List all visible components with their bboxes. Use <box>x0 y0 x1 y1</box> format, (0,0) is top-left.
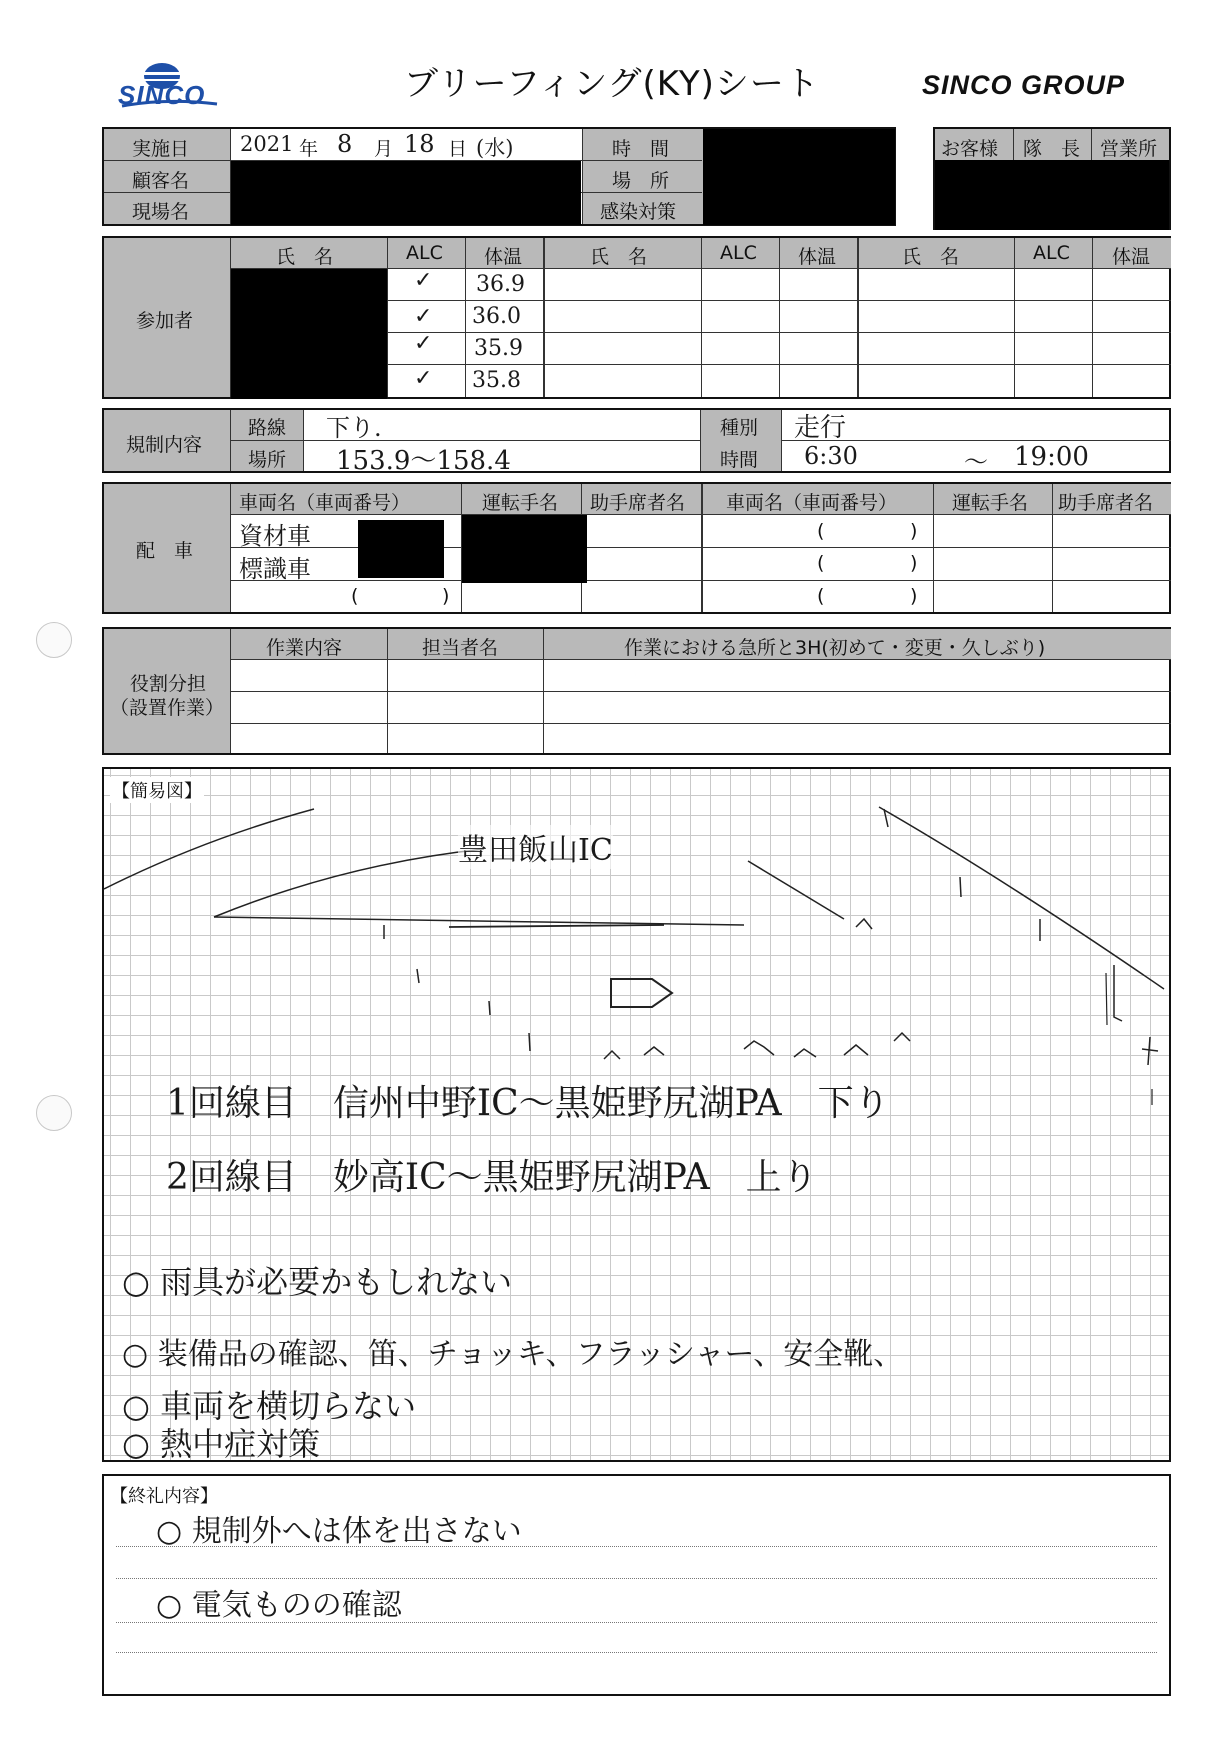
punch-hole-top <box>36 622 72 658</box>
route-line-1: 1回線目 信州中野IC～黒姫野尻湖PA 下り <box>166 1083 890 1124</box>
sketch-label: 【簡易図】 <box>110 777 204 803</box>
customer-label: 顧客名 <box>132 170 190 192</box>
vehicle-1-name: 資材車 <box>239 522 311 550</box>
type-label: 種別 <box>720 417 759 439</box>
col-hazard: 作業における急所と3H(初めて・変更・久しぶり) <box>624 637 1046 659</box>
closing-label: 【終礼内容】 <box>110 1486 218 1507</box>
paren-open-r3: ( <box>351 585 359 607</box>
paren-open-right-1: ( <box>817 520 825 542</box>
col-driver-2: 運転手名 <box>952 492 1029 514</box>
punch-hole-bottom <box>36 1095 72 1131</box>
col-temp-1: 体温 <box>484 246 523 268</box>
info-box <box>102 127 896 226</box>
month-unit: 月 <box>374 138 394 160</box>
route-label: 路線 <box>248 417 287 439</box>
approval-box <box>933 127 1171 230</box>
date-label: 実施日 <box>132 138 190 160</box>
redacted-driver-names <box>462 515 587 583</box>
paren-close-right-2: ) <box>910 552 918 574</box>
sketch-note-1: ○ 雨具が必要かもしれない <box>122 1263 513 1301</box>
redacted-approval-stamps <box>935 160 1169 230</box>
temp-4: 35.8 <box>472 368 521 393</box>
time-start: 6:30 <box>804 442 858 470</box>
closing-note-1: ○ 規制外へは体を出さない <box>156 1514 522 1549</box>
logo-left-text: SINCO <box>118 80 206 110</box>
sinco-logo <box>112 58 222 118</box>
place-label: 場 所 <box>612 170 670 192</box>
col-alc-1: ALC <box>406 242 443 264</box>
col-work: 作業内容 <box>266 637 343 659</box>
date-year: 2021 <box>240 132 294 156</box>
sketch-note-3: ○ 車両を横切らない <box>122 1387 417 1425</box>
col-alc-3: ALC <box>1033 242 1070 264</box>
vehicles-label: 配 車 <box>136 540 194 562</box>
time-label-reg: 時間 <box>720 449 759 471</box>
day-unit: 日 <box>448 138 468 160</box>
alc-check-2: ✓ <box>414 304 433 329</box>
approval-customer: お客様 <box>941 138 999 160</box>
roles-label-2: （設置作業） <box>110 697 225 719</box>
roles-box <box>102 627 1171 755</box>
infection-label: 感染対策 <box>600 201 677 223</box>
time-tilde: ～ <box>964 448 988 476</box>
col-assistant-1: 助手席者名 <box>590 492 686 514</box>
paren-open-right-3: ( <box>817 585 825 607</box>
route-line-2: 2回線目 妙高IC～黒姫野尻湖PA 上り <box>166 1157 818 1198</box>
redacted-customer-site <box>231 161 581 225</box>
participants-label: 参加者 <box>136 310 194 332</box>
col-name-1: 氏 名 <box>276 246 334 268</box>
col-temp-3: 体温 <box>1112 246 1151 268</box>
approval-sales: 営業所 <box>1100 138 1158 160</box>
type-value: 走行 <box>794 413 847 443</box>
closing-note-2: ○ 電気ものの確認 <box>156 1588 402 1623</box>
paren-close-right-1: ) <box>910 520 918 542</box>
date-day: 18 <box>404 130 435 158</box>
col-driver-1: 運転手名 <box>482 492 559 514</box>
temp-1: 36.9 <box>476 272 525 297</box>
vehicles-box <box>102 482 1171 614</box>
alc-check-4: ✓ <box>414 366 433 391</box>
alc-check-1: ✓ <box>414 268 433 293</box>
redacted-participant-names <box>231 269 387 399</box>
temp-2: 36.0 <box>472 304 521 329</box>
approval-leader: 隊 長 <box>1023 138 1081 160</box>
page-title: ブリーフィング(KY)シート <box>404 64 820 104</box>
weekday: (水) <box>476 136 514 160</box>
sketch-box <box>102 767 1171 1462</box>
date-month: 8 <box>337 130 353 158</box>
site-label: 現場名 <box>132 201 190 223</box>
roles-label-1: 役割分担 <box>130 673 207 695</box>
col-temp-2: 体温 <box>798 246 837 268</box>
redacted-time-place <box>703 129 895 225</box>
participants-box <box>102 236 1171 399</box>
time-label: 時 間 <box>612 138 670 160</box>
regulation-label: 規制内容 <box>126 434 203 456</box>
col-vehicle-2: 車両名（車両番号） <box>726 492 898 514</box>
paren-close-right-3: ) <box>910 585 918 607</box>
col-vehicle-1: 車両名（車両番号） <box>239 492 411 514</box>
year-unit: 年 <box>299 138 319 160</box>
place-label-reg: 場所 <box>248 449 287 471</box>
col-person: 担当者名 <box>422 637 499 659</box>
route-value: 下り. <box>326 414 382 442</box>
temp-3: 35.9 <box>474 336 523 361</box>
paren-open-right-2: ( <box>817 552 825 574</box>
col-name-2: 氏 名 <box>590 246 648 268</box>
closing-box <box>102 1474 1171 1696</box>
sketch-note-4: ○ 熱中症対策 <box>122 1425 321 1463</box>
regulation-box <box>102 408 1171 476</box>
logo-right-text: SINCO GROUP <box>922 70 1126 100</box>
time-end: 19:00 <box>1014 442 1089 472</box>
vehicle-2-name: 標識車 <box>239 555 311 583</box>
sketch-note-2: ○ 装備品の確認、笛、チョッキ、フラッシャー、安全靴、 <box>122 1337 904 1372</box>
alc-check-3: ✓ <box>414 331 433 356</box>
paren-close-r3: ) <box>442 585 450 607</box>
col-alc-2: ALC <box>720 242 757 264</box>
redacted-vehicle-numbers <box>358 520 444 578</box>
place-value: 153.9～158.4 <box>336 446 511 476</box>
col-assistant-2: 助手席者名 <box>1058 492 1154 514</box>
ic-label: 豊田飯山IC <box>458 825 613 869</box>
col-name-3: 氏 名 <box>902 246 960 268</box>
